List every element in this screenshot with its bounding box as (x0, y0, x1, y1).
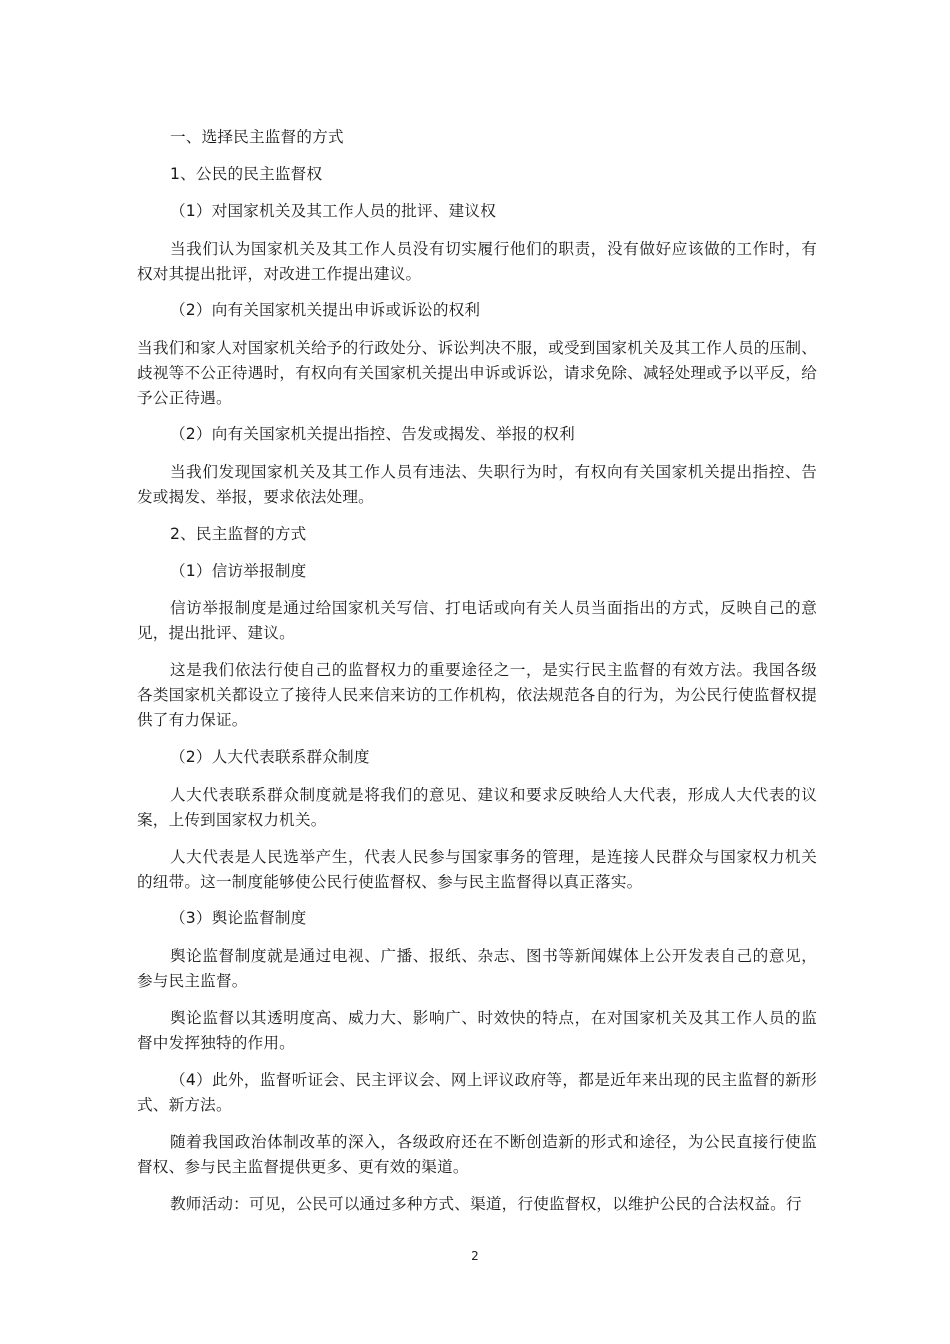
body-paragraph: 舆论监督制度就是通过电视、广播、报纸、杂志、图书等新闻媒体上公开发表自己的意见，参与民主监督。 (137, 947, 817, 990)
body-paragraph: 人大代表是人民选举产生，代表人民参与国家事务的管理，是连接人民群众与国家权力机关的纽带。这一制度能够使公民行使监督权、参与民主监督得以真正落实。 (137, 848, 817, 891)
item-heading: （2）向有关国家机关提出指控、告发或揭发、举报的权利 (170, 425, 575, 443)
body-paragraph: 这是我们依法行使自己的监督权力的重要途径之一，是实行民主监督的有效方法。我国各级各类国家机关都设立了接待人民来信来访的工作机构，依法规范各自的行为，为公民行使监督权提供了有力保证。 (137, 661, 817, 729)
body-paragraph: 当我们发现国家机关及其工作人员有违法、失职行为时，有权向有关国家机关提出指控、告发或揭发、举报，要求依法处理。 (137, 463, 817, 506)
body-paragraph: 人大代表联系群众制度就是将我们的意见、建议和要求反映给人大代表，形成人大代表的议案，上传到国家权力机关。 (137, 786, 817, 829)
item-heading: （3）舆论监督制度 (170, 909, 307, 927)
body-paragraph: 信访举报制度是通过给国家机关写信、打电话或向有关人员当面指出的方式，反映自己的意见，提出批评、建议。 (137, 599, 817, 642)
subsection-heading: 1、公民的民主监督权 (170, 165, 323, 183)
body-paragraph: 当我们认为国家机关及其工作人员没有切实履行他们的职责，没有做好应该做的工作时，有权对其提出批评，对改进工作提出建议。 (137, 240, 817, 283)
item-heading: （1）对国家机关及其工作人员的批评、建议权 (170, 202, 496, 220)
section-heading: 一、选择民主监督的方式 (170, 128, 344, 146)
item-heading: （2）向有关国家机关提出申诉或诉讼的权利 (170, 301, 481, 319)
page-number: 2 (471, 1249, 479, 1263)
body-paragraph: 舆论监督以其透明度高、威力大、影响广、时效快的特点，在对国家机关及其工作人员的监督中发挥独特的作用。 (137, 1009, 817, 1052)
subsection-heading: 2、民主监督的方式 (170, 525, 307, 543)
body-paragraph: （4）此外，监督听证会、民主评议会、网上评议政府等，都是近年来出现的民主监督的新形式、新方法。 (137, 1071, 817, 1114)
body-paragraph: 当我们和家人对国家机关给予的行政处分、诉讼判决不服，或受到国家机关及其工作人员的压制、歧视等不公正待遇时，有权向有关国家机关提出申诉或诉讼，请求免除、减轻处理或予以平反，给予公正待遇。 (137, 339, 817, 407)
body-paragraph: 随着我国政治体制改革的深入，各级政府还在不断创造新的形式和途径，为公民直接行使监督权、参与民主监督提供更多、更有效的渠道。 (137, 1133, 817, 1176)
body-paragraph: 教师活动：可见，公民可以通过多种方式、渠道，行使监督权，以维护公民的合法权益。行 (170, 1195, 802, 1213)
item-heading: （1）信访举报制度 (170, 562, 307, 580)
item-heading: （2）人大代表联系群众制度 (170, 748, 370, 766)
